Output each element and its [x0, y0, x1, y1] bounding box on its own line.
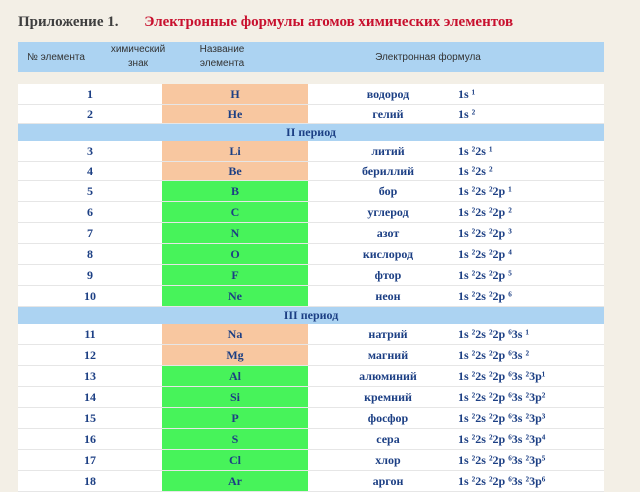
element-number: 18	[84, 473, 96, 488]
element-symbol: Li	[162, 141, 308, 161]
element-name: натрий	[368, 326, 408, 341]
element-symbol: Ne	[162, 286, 308, 306]
element-symbol: Mg	[162, 345, 308, 365]
element-name: литий	[371, 143, 405, 158]
element-number: 4	[87, 163, 93, 178]
electron-formula: 1s ²2s ²2p ⁶3s ²	[458, 347, 530, 362]
element-symbol: C	[162, 202, 308, 222]
element-name: кислород	[362, 246, 414, 261]
electron-formula: 1s ²2s ²2p ¹	[458, 183, 512, 198]
element-name: аргон	[372, 473, 404, 488]
element-name: азот	[376, 225, 400, 240]
element-number: 13	[84, 368, 96, 383]
element-row	[18, 324, 604, 345]
element-symbol: Al	[162, 366, 308, 386]
element-row	[18, 105, 604, 124]
header-name-line1: Название	[199, 44, 245, 55]
element-symbol: B	[162, 181, 308, 201]
element-symbol: Si	[162, 387, 308, 407]
element-row	[18, 244, 604, 265]
element-symbol: P	[162, 408, 308, 428]
element-name: неон	[375, 288, 401, 303]
header-name-line2: элемента	[199, 58, 245, 69]
element-row	[18, 429, 604, 450]
element-number: 8	[87, 246, 93, 261]
header-symbol-line2: знак	[127, 58, 149, 69]
element-row	[18, 202, 604, 223]
element-row	[18, 265, 604, 286]
header-symbol-line1: химический	[110, 44, 166, 55]
element-name: алюминий	[359, 368, 417, 383]
element-symbol: S	[162, 429, 308, 449]
electron-formula: 1s ²2s ²2p ⁴	[458, 246, 512, 261]
header-formula: Электронная формула	[375, 52, 481, 63]
element-row	[18, 408, 604, 429]
period-label: II период	[286, 125, 336, 139]
element-symbol: Na	[162, 324, 308, 344]
electron-formula: 1s ²2s ¹	[458, 143, 493, 158]
electron-formula: 1s ²2s ²2p ⁶3s ²3p³	[458, 410, 546, 425]
element-number: 6	[87, 204, 93, 219]
element-symbol: O	[162, 244, 308, 264]
element-symbol: Be	[162, 162, 308, 180]
period-label: III период	[283, 308, 339, 322]
element-name: сера	[376, 431, 400, 446]
page-title	[18, 14, 618, 31]
element-symbol: N	[162, 223, 308, 243]
element-row	[18, 162, 604, 181]
element-row	[18, 450, 604, 471]
element-symbol: F	[162, 265, 308, 285]
element-name: хлор	[375, 452, 401, 467]
element-symbol: H	[162, 84, 308, 104]
element-number: 7	[87, 225, 93, 240]
header-number: № элемента	[27, 52, 85, 63]
electron-formula: 1s ²2s ²2p ⁶3s ²3p⁶	[458, 473, 546, 488]
element-symbol: Cl	[162, 450, 308, 470]
appendix-label: Приложение 1.	[18, 14, 119, 30]
element-row	[18, 84, 604, 105]
element-number: 2	[87, 106, 93, 121]
element-row	[18, 345, 604, 366]
element-name: бериллий	[361, 163, 415, 178]
element-number: 14	[84, 389, 96, 404]
element-number: 1	[87, 86, 93, 101]
element-name: водород	[366, 86, 410, 101]
element-name: фтор	[374, 267, 402, 282]
electron-formula: 1s ²2s ²	[458, 163, 493, 178]
electron-formula: 1s ²2s ²2p ⁶3s ²3p⁴	[458, 431, 546, 446]
element-name: кремний	[364, 389, 412, 404]
document-title: Электронные формулы атомов химических элементов	[144, 14, 514, 30]
element-number: 16	[84, 431, 96, 446]
period-header-row	[18, 307, 604, 324]
element-symbol: He	[162, 105, 308, 123]
element-number: 12	[84, 347, 96, 362]
element-row	[18, 286, 604, 307]
element-number: 5	[87, 183, 93, 198]
element-row	[18, 387, 604, 408]
electron-formula: 1s ²	[458, 106, 476, 121]
element-number: 9	[87, 267, 93, 282]
electron-formula: 1s ²2s ²2p ²	[458, 204, 512, 219]
element-row	[18, 141, 604, 162]
electron-formula-table	[18, 84, 604, 492]
electron-formula: 1s ²2s ²2p ⁶3s ²3p⁵	[458, 452, 546, 467]
element-number: 3	[87, 143, 93, 158]
element-name: гелий	[372, 106, 404, 121]
period-header-row	[18, 124, 604, 141]
element-number: 11	[84, 326, 96, 341]
electron-formula: 1s ²2s ²2p ⁶3s ²3p¹	[458, 368, 546, 383]
element-name: магний	[367, 347, 409, 362]
element-number: 17	[84, 452, 96, 467]
element-number: 10	[84, 288, 96, 303]
electron-formula: 1s ¹	[458, 86, 476, 101]
element-name: фосфор	[367, 410, 409, 425]
element-row	[18, 471, 604, 492]
element-row	[18, 223, 604, 244]
element-row	[18, 181, 604, 202]
element-name: углерод	[367, 204, 409, 219]
element-number: 15	[84, 410, 96, 425]
electron-formula: 1s ²2s ²2p ⁶3s ²3p²	[458, 389, 546, 404]
element-symbol: Ar	[162, 471, 308, 491]
element-row	[18, 366, 604, 387]
electron-formula: 1s ²2s ²2p ⁵	[458, 267, 512, 282]
table-header	[18, 42, 604, 72]
element-name: бор	[378, 183, 398, 198]
electron-formula: 1s ²2s ²2p ⁶	[458, 288, 512, 303]
electron-formula: 1s ²2s ²2p ⁶3s ¹	[458, 326, 530, 341]
electron-formula: 1s ²2s ²2p ³	[458, 225, 512, 240]
